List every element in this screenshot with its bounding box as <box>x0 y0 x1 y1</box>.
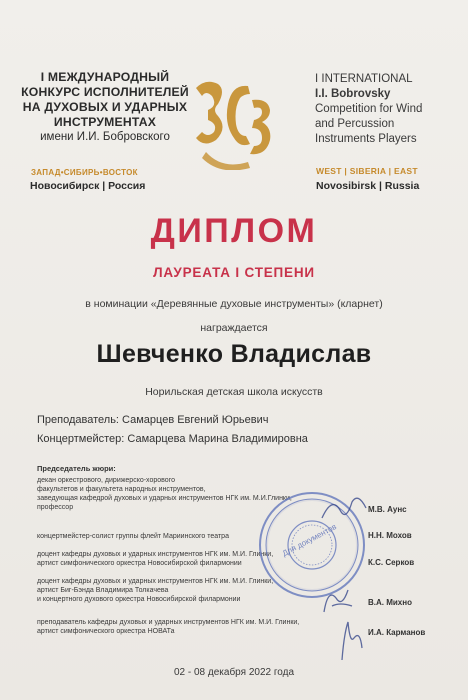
jury-line: концертмейстер-солист группы флейт Мариинского театра <box>37 533 229 540</box>
competition-dates: 02 - 08 декабря 2022 года <box>173 667 295 678</box>
jury-line: артист Биг-Бэнда Владимира Толкачева <box>37 587 169 594</box>
header-left-line: КОНКУРС ИСПОЛНИТЕЛЕЙ <box>21 85 189 99</box>
accompanist-line: Концертмейстер: Самарцева Марина Владимировна <box>37 433 308 445</box>
header-left <box>10 70 200 144</box>
jury-line: артист симфонического оркестра НОВАТа <box>37 628 175 635</box>
school-name: Норильская детская школа искусств <box>145 386 323 398</box>
header-right-city: Novosibirsk | Russia <box>316 180 420 192</box>
diploma-title: ДИПЛОМ <box>150 212 318 250</box>
jury-member-description <box>37 618 337 636</box>
jury-line: артист симфонического оркестра Новосибирской филармонии <box>37 560 242 567</box>
header-right-line: I INTERNATIONAL <box>315 73 413 85</box>
laureate-name: Шевченко Владислав <box>96 340 372 368</box>
jury-line: доцент кафедры духовых и ударных инструментов НГК им. М.И. Глинки, <box>37 551 274 558</box>
nomination-text: в номинации «Деревянные духовые инструменты» (кларнет) <box>85 298 383 310</box>
jury-member-name: М.В. Аунс <box>368 505 407 514</box>
header-left-line: НА ДУХОВЫХ И УДАРНЫХ <box>22 100 188 114</box>
jury-line: доцент кафедры духовых и ударных инструментов НГК им. М.И. Глинки, <box>37 578 274 585</box>
teacher-line: Преподаватель: Самарцев Евгений Юрьевич <box>37 414 269 426</box>
stamp-inner-text: Для документов <box>280 522 338 559</box>
jury-line: декан оркестрового, дирижерско-хорового <box>37 477 175 484</box>
signature-icon <box>318 488 370 528</box>
jury-member-name: Н.Н. Мохов <box>368 531 412 540</box>
header-left-tag: ЗАПАД•СИБИРЬ•ВОСТОК <box>31 168 138 177</box>
header-left-line: ИНСТРУМЕНТАХ <box>53 115 157 129</box>
header-right-tag: WEST | SIBERIA | EAST <box>316 166 418 176</box>
signature-icon <box>334 614 368 664</box>
header-right-line: I.I. Bobrovsky <box>315 88 391 100</box>
jury-line: преподаватель кафедры духовых и ударных инструментов НГК им. М.И. Глинки, <box>37 619 300 626</box>
zsv-logo-icon <box>192 78 274 170</box>
laureate-degree: ЛАУРЕАТА I СТЕПЕНИ <box>153 265 315 280</box>
jury-member-name: И.А. Карманов <box>368 628 426 637</box>
header-right-line: and Percussion <box>315 118 395 130</box>
jury-line: профессор <box>37 504 74 511</box>
header-right-line: Competition for Wind <box>315 103 423 115</box>
header-left-line: I МЕЖДУНАРОДНЫЙ <box>40 70 170 84</box>
jury-line: заведующая кафедрой духовых и ударных инструментов НГК им. М.И.Глинки, <box>37 495 292 502</box>
awarded-text: награждается <box>200 322 268 334</box>
jury-member-name: В.А. Михно <box>368 598 412 607</box>
jury-member-name: К.С. Серков <box>368 558 415 567</box>
jury-line: и концертного духового оркестра Новосибирской филармонии <box>37 596 241 603</box>
header-right <box>315 72 465 147</box>
jury-title: Председатель жюри: <box>37 464 116 473</box>
header-left-subtitle: имени И.И. Бобровского <box>40 131 170 143</box>
header-right-line: Instruments Players <box>315 133 417 145</box>
header-left-city: Новосибирск | Россия <box>30 180 146 192</box>
jury-line: факультетов и факультета народных инструментов, <box>37 486 206 493</box>
